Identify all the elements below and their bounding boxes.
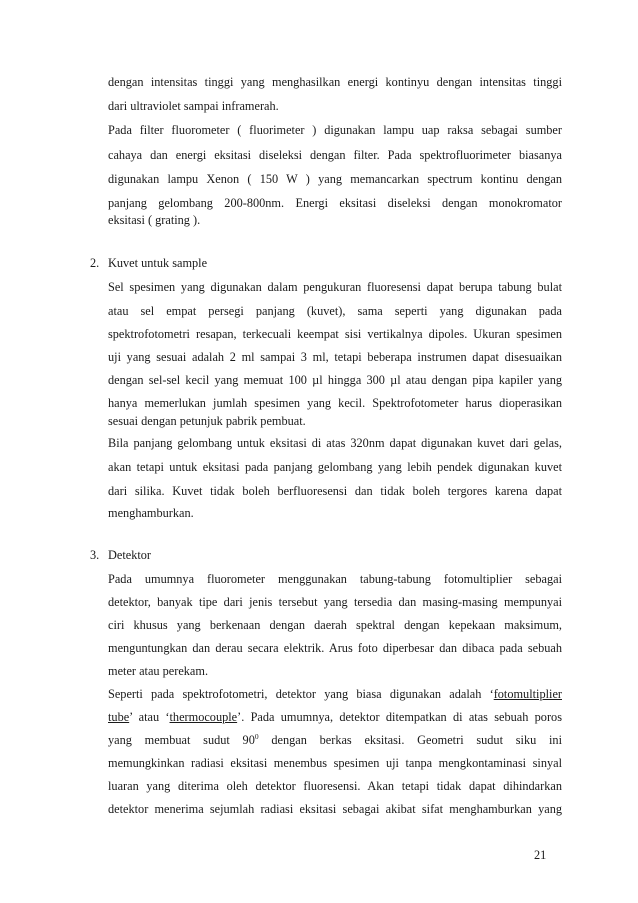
paragraph-line: hanya memerlukan jumlah spesimen yang kecil. Spektrofotometer harus dioperasikan — [108, 396, 562, 410]
section-heading: Kuvet untuk sample — [108, 256, 208, 270]
paragraph-line: dengan sel-sel kecil yang memuat 100 µl hingga 300 µl atau dengan pipa kapiler yang — [108, 373, 562, 387]
line-text: ’. Pada umumnya, detektor ditempatkan di atas sebuah poros — [237, 710, 562, 724]
paragraph-line: meter atau perekam. — [108, 664, 209, 678]
paragraph-line: spektrofotometri resapan, terkecuali keempat sisi vertikalnya dipoles. Ukuran spesimen — [108, 327, 562, 341]
paragraph-line: Pada filter fluorometer ( fluorimeter ) digunakan lampu uap raksa sebagai sumber — [108, 123, 562, 137]
paragraph-line: memungkinkan radiasi eksitasi menembus spesimen uji tanpa mengkontaminasi sinyal — [108, 756, 562, 770]
section-number: 2. — [90, 256, 100, 270]
line-text: ’ atau ‘ — [129, 710, 170, 724]
section-heading: Detektor — [108, 548, 152, 562]
paragraph-line: atau sel empat persegi panjang (kuvet), sama seperti yang digunakan pada — [108, 304, 562, 318]
underlined-term: fotomultiplier — [493, 687, 562, 701]
underlined-term: thermocouple — [169, 710, 238, 724]
line-text: Seperti pada spektrofotometri, detektor yang biasa digunakan adalah ‘ — [108, 687, 494, 701]
paragraph-line: Pada umumnya fluorometer menggunakan tabung-tabung fotomultiplier sebagai — [108, 572, 562, 586]
paragraph-line: detektor menerima sejumlah radiasi eksitasi sebagai akibat sifat menghamburkan yang — [108, 802, 562, 816]
paragraph-line: dari silika. Kuvet tidak boleh berfluoresensi dan tidak boleh tergores karena dapat — [108, 484, 562, 498]
paragraph-line: panjang gelombang 200-800nm. Energi eksitasi diseleksi dengan monokromator — [108, 196, 562, 210]
paragraph-line: ciri khusus yang berkenaan dengan daerah spektral dengan kepekaan maksimum, — [108, 618, 562, 632]
page-number: 21 — [534, 848, 547, 862]
paragraph-line: eksitasi ( grating ). — [108, 213, 201, 227]
paragraph-line: dari ultraviolet sampai inframerah. — [108, 99, 279, 113]
paragraph-line: uji yang sesuai adalah 2 ml sampai 3 ml, tetapi beberapa instrumen dapat disesuaikan — [108, 350, 562, 364]
paragraph-line: luaran yang diterima oleh detektor fluoresensi. Akan tetapi tidak dapat dihindarkan — [108, 779, 562, 793]
paragraph-line: dengan intensitas tinggi yang menghasilkan energi kontinyu dengan intensitas tinggi — [108, 75, 562, 89]
line-text: yang membuat sudut 90 — [108, 733, 255, 747]
underlined-term: tube — [108, 710, 130, 724]
line-text: dengan berkas eksitasi. Geometri sudut siku ini — [258, 733, 562, 747]
paragraph-line: Bila panjang gelombang untuk eksitasi di atas 320nm dapat digunakan kuvet dari gelas, — [108, 436, 562, 450]
superscript-degree: 0 — [254, 732, 259, 741]
paragraph-line: menguntungkan dan derau secara elektrik. Arus foto diperbesar dan dibaca pada sebuah — [108, 641, 562, 655]
paragraph-line: sesuai dengan petunjuk pabrik pembuat. — [108, 414, 306, 428]
paragraph-line: akan tetapi untuk eksitasi pada panjang gelombang yang lebih pendek digunakan kuvet — [108, 460, 562, 474]
paragraph-line — [108, 709, 562, 725]
paragraph-line: Sel spesimen yang digunakan dalam pengukuran fluoresensi dapat berupa tabung bulat — [108, 280, 562, 294]
paragraph-line: menghamburkan. — [108, 506, 194, 520]
paragraph-line — [108, 686, 562, 702]
paragraph-line: detektor, banyak tipe dari jenis tersebut yang tersedia dan masing-masing mempunyai — [108, 595, 562, 609]
section-number: 3. — [90, 548, 100, 562]
paragraph-line: digunakan lampu Xenon ( 150 W ) yang memancarkan spectrum kontinu dengan — [108, 172, 562, 186]
paragraph-line: cahaya dan energi eksitasi diseleksi dengan filter. Pada spektrofluorimeter biasanya — [108, 148, 562, 162]
paragraph-line — [108, 732, 562, 748]
